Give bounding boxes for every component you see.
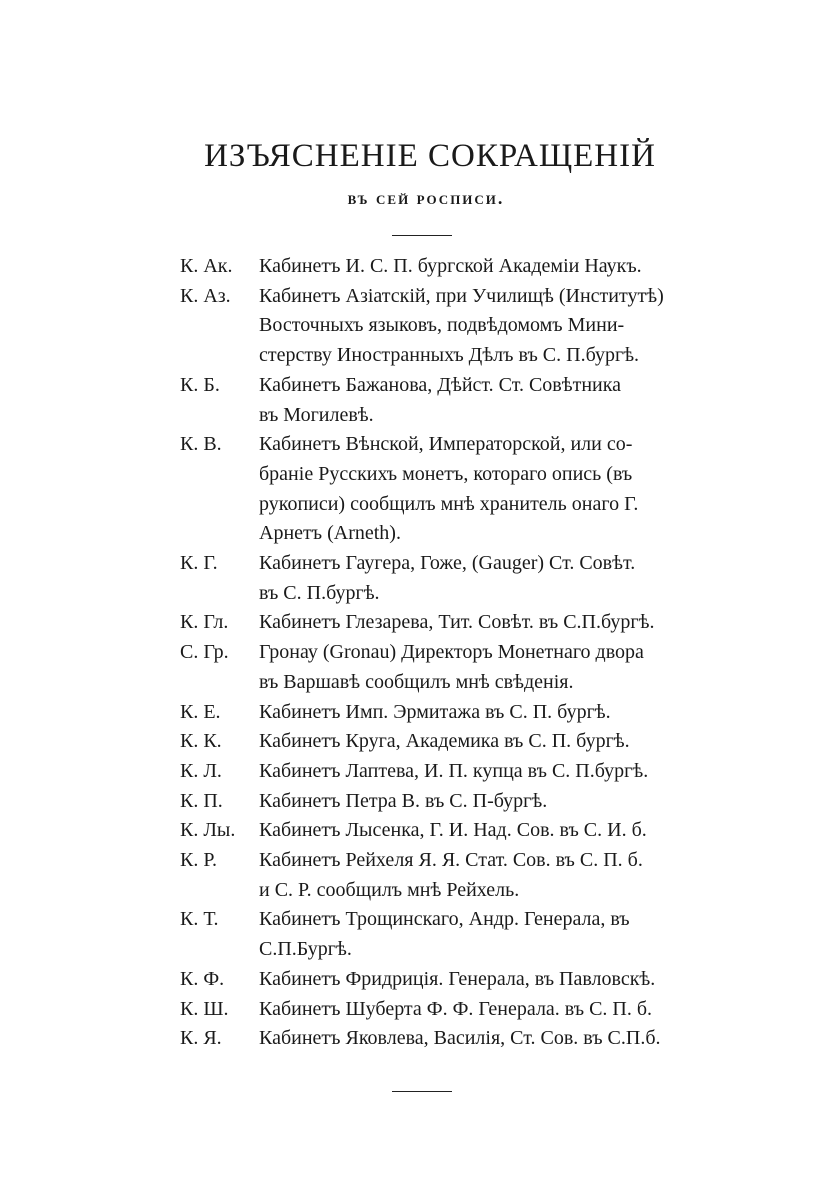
abbreviation-entry <box>180 252 740 282</box>
description-line: С.П.Бургѣ. <box>259 938 352 961</box>
description-line: Кабинетъ Бажанова, Дѣйст. Ст. Совѣтника <box>259 373 622 396</box>
description-line: Кабинетъ Имп. Эрмитажа въ С. П. бургѣ. <box>259 700 611 723</box>
description-line: Гронау (Gronau) Директоръ Монетнаго двора <box>259 641 644 664</box>
entry-abbreviation: К. Т. <box>180 908 219 931</box>
abbreviation-entry <box>180 698 740 728</box>
abbreviation-entry <box>180 608 740 638</box>
entry-description <box>259 282 740 371</box>
entry-abbreviation: К. Лы. <box>180 819 236 842</box>
description-line: Кабинетъ Рейхеля Я. Я. Стат. Сов. въ С. П. б. <box>259 849 643 872</box>
abbreviation-entry <box>180 787 740 817</box>
description-line: въ Варшавѣ сообщилъ мнѣ свѣденія. <box>259 670 574 693</box>
entry-abbreviation: К. Ф. <box>180 967 225 990</box>
entry-description <box>259 816 740 846</box>
entry-description <box>259 252 740 282</box>
description-line: Кабинетъ Глезарева, Тит. Совѣт. въ С.П.бургѣ. <box>259 611 655 634</box>
entry-description <box>259 787 740 817</box>
description-line: Кабинетъ Азіатскій, при Училищѣ (Институтѣ) <box>259 284 664 307</box>
description-line: въ Могилевѣ. <box>259 403 374 426</box>
abbreviation-entry <box>180 995 740 1025</box>
description-line: Кабинетъ Яковлева, Василія, Ст. Сов. въ С.П.б. <box>259 1027 661 1050</box>
abbreviation-entry <box>180 371 740 430</box>
entry-description <box>259 727 740 757</box>
abbreviation-entry <box>180 638 740 697</box>
entry-abbreviation: К. Ак. <box>180 255 233 277</box>
description-line: Кабинетъ Лаптева, И. П. купца въ С. П.бургѣ. <box>259 759 649 782</box>
entry-abbreviation: К. Л. <box>180 759 222 782</box>
abbreviation-entry <box>180 757 740 787</box>
description-line: и С. Р. сообщилъ мнѣ Рейхель. <box>259 878 520 901</box>
description-line: Кабинетъ Фридриція. Генерала, въ Павловскѣ. <box>259 967 656 990</box>
abbreviation-entry <box>180 282 740 371</box>
entry-abbreviation: К. Я. <box>180 1027 222 1050</box>
description-line: Кабинетъ Шуберта Ф. Ф. Генерала. въ С. П. б. <box>259 997 653 1020</box>
abbreviation-entry <box>180 846 740 905</box>
entry-abbreviation: К. Р. <box>180 849 217 872</box>
entry-abbreviation: К. Аз. <box>180 284 231 307</box>
description-line: Кабинетъ Лысенка, Г. И. Над. Сов. въ С. И. б. <box>259 819 647 842</box>
abbreviation-entry <box>180 965 740 995</box>
abbreviation-entry <box>180 816 740 846</box>
entry-abbreviation: К. Г. <box>180 552 218 575</box>
description-line: въ С. П.бургѣ. <box>259 581 380 604</box>
divider-bottom <box>392 1091 452 1092</box>
abbreviation-entry <box>180 549 740 608</box>
abbreviation-entry <box>180 1024 740 1054</box>
entry-description <box>259 698 740 728</box>
abbreviation-list <box>180 252 740 1054</box>
description-line: Кабинетъ Вѣнской, Императорской, или со- <box>259 433 633 456</box>
entry-description <box>259 638 740 697</box>
page-subtitle: въ сей росписи. <box>347 188 505 208</box>
description-line: Кабинетъ Гаугера, Гоже, (Gauger) Ст. Совѣт. <box>259 552 636 575</box>
description-line: Арнетъ (Arneth). <box>259 522 401 545</box>
entry-abbreviation: К. В. <box>180 433 222 456</box>
entry-abbreviation: К. П. <box>180 789 223 812</box>
entry-description <box>259 608 740 638</box>
description-line: браніе Русскихъ монетъ, котораго опись (въ <box>259 462 633 485</box>
description-line: стерству Иностранныхъ Дѣлъ въ С. П.бургѣ. <box>259 344 640 367</box>
entry-abbreviation: К. Е. <box>180 700 221 723</box>
abbreviation-entry <box>180 905 740 964</box>
page-title: ИЗЪЯСНЕНІЕ СОКРАЩЕНІЙ <box>204 138 656 174</box>
entry-abbreviation: К. К. <box>180 730 222 753</box>
entry-abbreviation: К. Ш. <box>180 997 229 1020</box>
entry-description <box>259 430 740 549</box>
entry-abbreviation: К. Гл. <box>180 611 229 634</box>
description-line: Кабинетъ Трощинскаго, Андр. Генерала, въ <box>259 908 630 931</box>
entry-description <box>259 846 740 905</box>
divider-top <box>392 235 452 236</box>
entry-description <box>259 371 740 430</box>
abbreviation-entry <box>180 727 740 757</box>
entry-description <box>259 757 740 787</box>
entry-description <box>259 965 740 995</box>
entry-description <box>259 995 740 1025</box>
description-line: Кабинетъ Петра В. въ С. П-бургѣ. <box>259 789 548 812</box>
description-line: Кабинетъ И. С. П. бургской Академіи Наукъ. <box>259 255 642 277</box>
abbreviation-entry <box>180 430 740 549</box>
entry-description <box>259 549 740 608</box>
entry-description <box>259 905 740 964</box>
description-line: рукописи) сообщилъ мнѣ хранитель онаго Г. <box>259 492 639 515</box>
entry-abbreviation: К. Б. <box>180 373 220 396</box>
description-line: Восточныхъ языковъ, подвѣдомомъ Мини- <box>259 314 625 337</box>
description-line: Кабинетъ Круга, Академика въ С. П. бургѣ. <box>259 730 630 753</box>
entry-abbreviation: С. Гр. <box>180 641 229 664</box>
entry-description <box>259 1024 740 1054</box>
